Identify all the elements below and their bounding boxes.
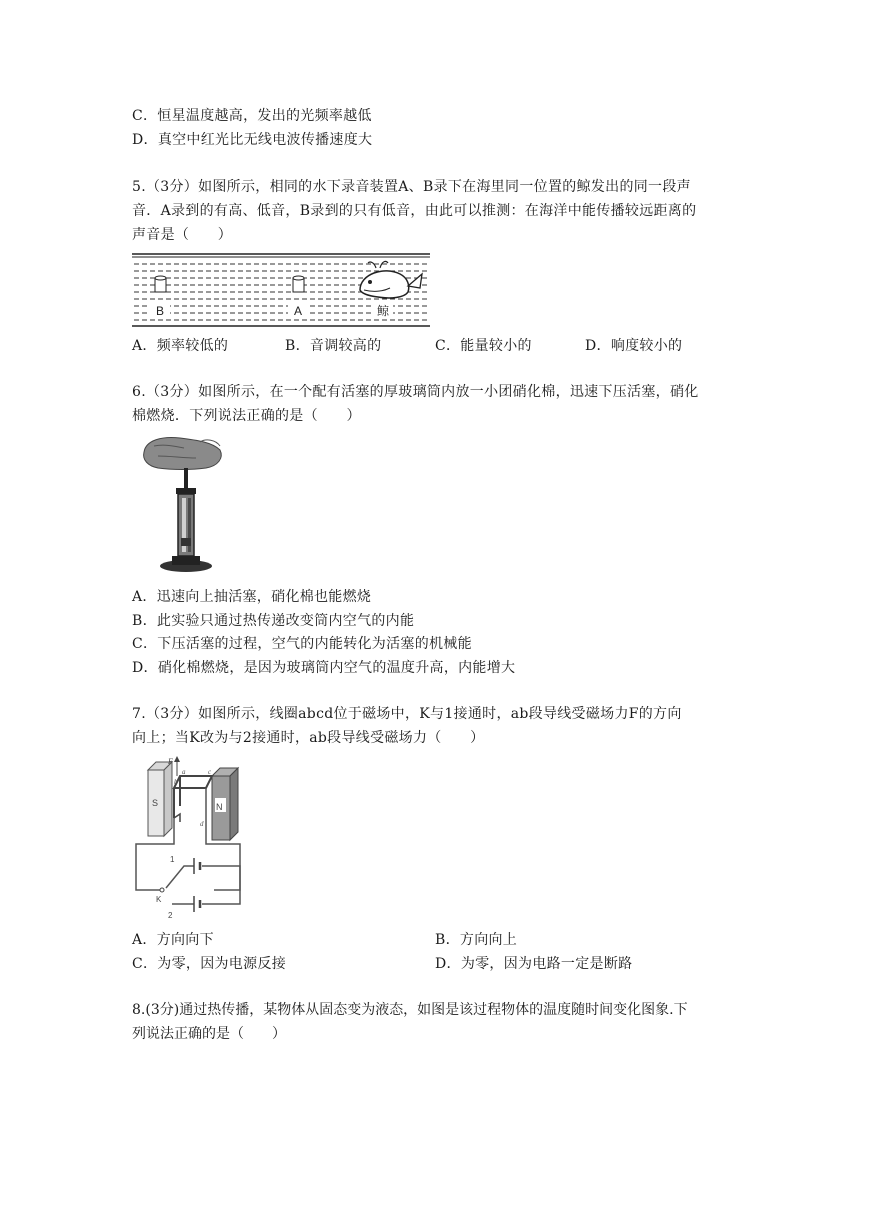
label-2: 2 [168, 911, 173, 920]
q5-option-a: A．频率较低的 [132, 338, 229, 354]
q6-option-c: C．下压活塞的过程，空气的内能转化为活塞的机械能 [132, 636, 472, 652]
q6-option-a: A．迅速向上抽活塞，硝化棉也能燃烧 [132, 589, 372, 605]
label-a: A [293, 304, 303, 318]
battery-2-icon [194, 896, 200, 912]
q6-option-d: D．硝化棉燃烧，是因为玻璃筒内空气的温度升高，内能增大 [132, 660, 516, 676]
q7-stem-line-1: 7.（3分）如图所示，线圈abcd位于磁场中，K与1接通时，ab段导线受磁场力F的方向 [132, 706, 682, 722]
q7-option-a: A．方向向下 [132, 932, 214, 948]
label-b-coil: b [174, 778, 178, 786]
magnet-n-icon [212, 768, 238, 840]
q5-underwater-figure [132, 252, 430, 328]
label-1: 1 [170, 855, 175, 864]
q5-stem-line-3: 声音是（ ） [132, 227, 233, 243]
q7-option-d: D．为零，因为电路一定是断路 [435, 956, 633, 972]
q7-option-c: C．为零，因为电源反接 [132, 956, 287, 972]
q8-stem-line-2: 列说法正确的是（ ） [132, 1026, 286, 1042]
label-d-coil: d [200, 820, 204, 828]
magnet-s-icon [148, 762, 172, 836]
q5-stem-line-2: 音．A录到的有高、低音，B录到的只有低音，由此可以推测：在海洋中能传播较远距离的 [132, 203, 697, 219]
label-s: S [152, 798, 159, 808]
q7-circuit-figure [132, 756, 244, 920]
label-n: N [216, 802, 223, 812]
q6-piston-figure [140, 432, 228, 578]
q5-option-b: B．音调较高的 [285, 338, 382, 354]
label-b: B [155, 304, 165, 318]
q5-stem-line-1: 5.（3分）如图所示，相同的水下录音装置A、B录下在海里同一位置的鲸发出的同一段声 [132, 179, 691, 195]
q8-stem-line-1: 8.(3分)通过热传播，某物体从固态变为液态，如图是该过程物体的温度随时间变化图象.下 [132, 1002, 688, 1018]
q4-option-d: D．真空中红光比无线电波传播速度大 [132, 132, 373, 148]
label-a-coil: a [182, 768, 186, 776]
label-k: K [156, 895, 162, 904]
label-f: F [168, 757, 173, 766]
recorder-a-icon [293, 276, 304, 292]
hand-icon [144, 438, 222, 470]
recorder-b-icon [155, 276, 166, 292]
q6-stem-line-2: 棉燃烧．下列说法正确的是（ ） [132, 408, 361, 424]
q6-stem-line-1: 6.（3分）如图所示，在一个配有活塞的厚玻璃筒内放一小团硝化棉，迅速下压活塞，硝化 [132, 384, 699, 400]
whale-icon [360, 261, 422, 298]
battery-1-icon [194, 858, 200, 874]
q5-option-c: C．能量较小的 [435, 338, 532, 354]
q7-option-b: B．方向向上 [435, 932, 518, 948]
q4-option-c: C．恒星温度越高，发出的光频率越低 [132, 108, 372, 124]
glass-tube-icon [178, 494, 194, 556]
q5-option-d: D．响度较小的 [585, 338, 683, 354]
q6-option-b: B．此实验只通过热传递改变筒内空气的内能 [132, 613, 415, 629]
label-whale: 鲸 [376, 304, 390, 318]
label-c-coil: c [208, 768, 212, 776]
q7-stem-line-2: 向上；当K改为与2接通时，ab段导线受磁场力（ ） [132, 730, 485, 746]
